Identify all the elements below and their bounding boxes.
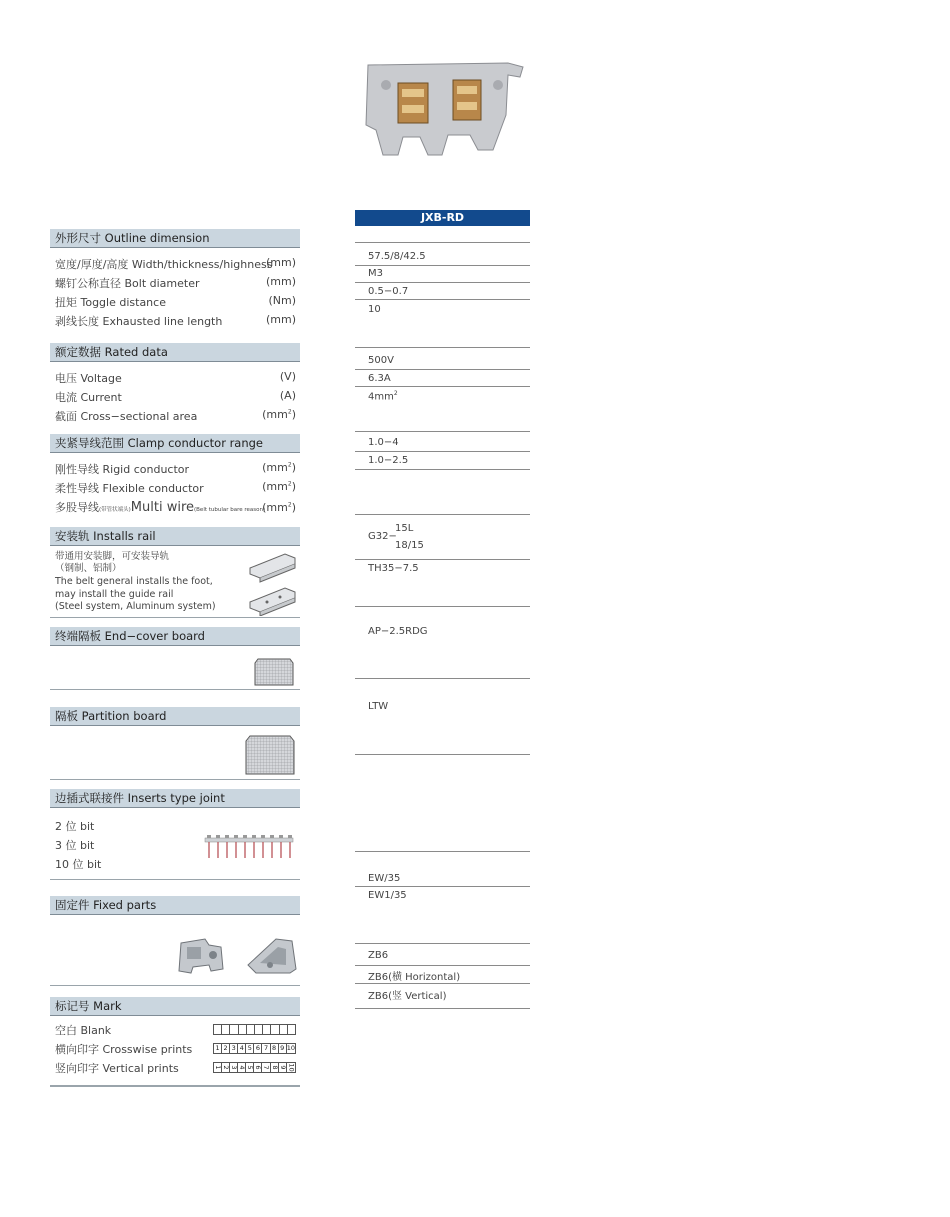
section-header-rail: 安装轨 Installs rail	[50, 527, 300, 546]
value-end-cover: AP−2.5RDG	[368, 626, 428, 637]
outline-label-strip: 剥线长度 Exhausted line length	[55, 315, 223, 328]
rail-desc-1: 带通用安装脚，可安装导轨	[55, 551, 170, 562]
section-header-fixed: 固定件 Fixed parts	[50, 896, 300, 915]
section-divider	[50, 879, 300, 880]
partition-icon	[245, 735, 295, 779]
rated-unit-voltage: (V)	[279, 370, 296, 383]
value-mark-vertical: ZB6(竖 Vertical)	[368, 991, 447, 1002]
value-divider	[355, 431, 530, 432]
value-divider	[355, 469, 530, 470]
marker-strip-blank-icon	[213, 1024, 296, 1035]
rail-desc-4: may install the guide rail	[55, 589, 174, 600]
value-area: $4mm^2$	[368, 390, 398, 403]
value-partition: LTW	[368, 701, 389, 712]
rated-label-area: 截面 Cross−sectional area	[55, 410, 198, 423]
value-divider	[355, 886, 530, 887]
value-th35: TH35−7.5	[368, 563, 419, 574]
value-dimensions: 57.5/8/42.5	[368, 251, 426, 262]
mark-label-blank: 空白 Blank	[55, 1024, 112, 1037]
rated-label-current: 电流 Current	[55, 391, 122, 404]
value-strip: 10	[368, 304, 381, 315]
inserts-label-10: 10 位 bit	[55, 858, 102, 871]
value-divider	[355, 943, 530, 944]
value-divider	[355, 299, 530, 300]
value-fixed-1: EW/35	[368, 873, 401, 884]
product-image	[358, 55, 528, 185]
outline-label-width: 宽度/厚度/高度 Width/thickness/highness	[55, 258, 273, 271]
section-header-end-cover: 终端隔板 End−cover board	[50, 627, 300, 646]
outline-unit-width: (mm)	[265, 256, 296, 269]
end-cover-icon	[254, 658, 294, 690]
value-divider	[355, 265, 530, 266]
rail-desc-2: （钢制、铝制）	[55, 563, 122, 574]
value-fixed-2: EW1/35	[368, 890, 407, 901]
section-header-clamp: 夹紧导线范围 Clamp conductor range	[50, 434, 300, 453]
clamp-unit-flexible: $(mm^2)$	[262, 480, 296, 493]
value-rigid: 1.0−4	[368, 437, 399, 448]
section-header-inserts: 边插式联接件 Inserts type joint	[50, 789, 300, 808]
mark-label-vertical: 竖向印字 Vertical prints	[55, 1062, 179, 1075]
outline-label-bolt: 螺钉公称直径 Bolt diameter	[55, 277, 200, 290]
terminal-block-icon	[358, 55, 528, 185]
clamp-label-flexible: 柔性导线 Flexible conductor	[55, 482, 204, 495]
value-divider	[355, 851, 530, 852]
value-divider	[355, 282, 530, 283]
value-divider	[355, 559, 530, 560]
rated-unit-current: (A)	[279, 389, 296, 402]
value-divider	[355, 347, 530, 348]
clamp-unit-rigid: $(mm^2)$	[262, 461, 296, 474]
end-bracket-icon	[246, 935, 298, 979]
value-divider	[355, 514, 530, 515]
value-g32-top: 15L	[395, 523, 414, 534]
outline-unit-strip: (mm)	[265, 313, 296, 326]
rated-unit-area: $(mm^2)$	[262, 408, 296, 421]
clamp-label-rigid: 刚性导线 Rigid conductor	[55, 463, 190, 476]
value-divider	[355, 678, 530, 679]
value-divider	[355, 965, 530, 966]
value-mark-crosswise: ZB6(横 Horizontal)	[368, 972, 461, 983]
value-g32-prefix: G32−	[368, 531, 397, 542]
value-divider	[355, 369, 530, 370]
rail-desc-3: The belt general installs the foot,	[55, 576, 213, 587]
end-clamp-icon	[175, 935, 227, 979]
value-divider	[355, 983, 530, 984]
rail-icon	[247, 552, 297, 620]
value-voltage: 500V	[368, 355, 394, 366]
inserts-label-2: 2 位 bit	[55, 820, 95, 833]
clamp-unit-multi: $(mm^2)$	[262, 501, 296, 514]
value-g32-bottom: 18/15	[395, 540, 424, 551]
section-divider	[50, 779, 300, 780]
value-divider	[355, 754, 530, 755]
rated-label-voltage: 电压 Voltage	[55, 372, 122, 385]
value-divider	[355, 1008, 530, 1009]
value-divider	[355, 386, 530, 387]
section-divider	[50, 985, 300, 986]
marker-strip-vertical-icon: 1 2 3 4 5 6 7 8 9 10	[214, 1063, 296, 1072]
section-header-partition: 隔板 Partition board	[50, 707, 300, 726]
section-divider	[50, 617, 300, 618]
model-header: JXB-RD	[355, 210, 530, 226]
outline-unit-toggle: (Nm)	[268, 294, 296, 307]
jumper-comb-icon	[203, 834, 295, 866]
rail-desc-5: (Steel system, Aluminum system)	[55, 601, 216, 612]
mark-label-crosswise: 横向印字 Crosswise prints	[55, 1043, 193, 1056]
value-toggle: 0.5−0.7	[368, 286, 409, 297]
value-divider	[355, 606, 530, 607]
section-header-rated: 额定数据 Rated data	[50, 343, 300, 362]
clamp-label-multi: 多股导线(带管状端头)Multi wire(Belt tubular bare reason)	[55, 500, 266, 515]
value-flexible: 1.0−2.5	[368, 455, 409, 466]
section-header-mark: 标记号 Mark	[50, 997, 300, 1016]
section-header-outline: 外形尺寸 Outline dimension	[50, 229, 300, 248]
marker-strip-crosswise-icon: 1 2 3 4 5 6 7 8 9 10	[213, 1043, 296, 1054]
value-divider	[355, 451, 530, 452]
section-divider	[50, 1085, 300, 1087]
outline-label-toggle: 扭矩 Toggle distance	[55, 296, 166, 309]
value-bolt: M3	[368, 268, 383, 279]
inserts-label-3: 3 位 bit	[55, 839, 95, 852]
section-divider	[50, 689, 300, 690]
value-divider	[355, 242, 530, 243]
value-mark-blank: ZB6	[368, 950, 389, 961]
outline-unit-bolt: (mm)	[265, 275, 296, 288]
value-current: 6.3A	[368, 373, 391, 384]
